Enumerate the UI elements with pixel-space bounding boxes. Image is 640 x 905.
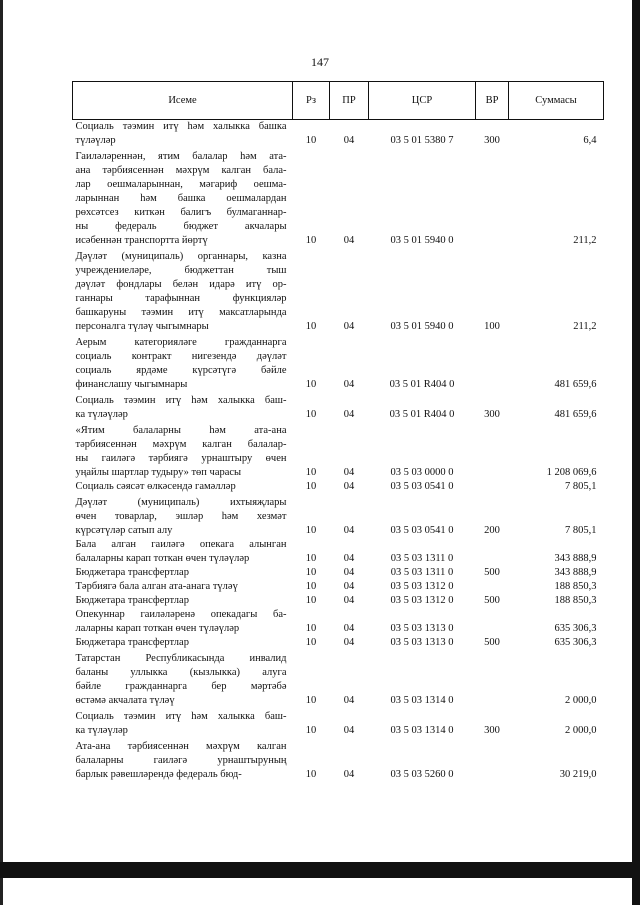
row-name [73, 148, 293, 248]
row-csr: 03 5 03 1311 0 [390, 567, 454, 578]
row-pr: 04 [343, 135, 355, 146]
row-csr: 03 5 03 0541 0 [390, 481, 454, 492]
row-name-line: баланы уллыкка (кызлыкка) алуга [75, 667, 287, 678]
row-name [73, 480, 293, 494]
row-vr: 300 [484, 135, 500, 146]
row-name-line: балаларны гаиләгә урнаштыруның [75, 755, 287, 766]
row-pr: 04 [343, 235, 355, 246]
table-row [73, 148, 604, 248]
scan-edge-left [0, 0, 3, 905]
row-rz: 10 [305, 769, 317, 780]
page-number: 147 [311, 55, 329, 69]
row-name [73, 538, 293, 566]
row-name-line: ана тәрбиясеннән мәхрүм калган бала- [75, 165, 287, 176]
row-rz: 10 [305, 525, 317, 536]
row-name-line: дәүләт фондлары белән идарә итү ор- [75, 279, 287, 290]
row-name-line: лаларны карап тоткан өчен түләүләр [75, 623, 240, 634]
row-csr: 03 5 03 1313 0 [390, 623, 454, 634]
table-body [73, 120, 604, 783]
row-name [73, 566, 293, 580]
row-name-line: тәрбиясеннән мәхрүм калган балалар- [75, 439, 287, 450]
row-name-line: лар оешмаларыннан, мәгариф оешма- [75, 179, 287, 190]
row-csr: 03 5 03 5260 0 [390, 769, 454, 780]
row-sum: 2 000,0 [565, 725, 597, 736]
row-pr: 04 [343, 695, 355, 706]
row-vr: 300 [484, 725, 500, 736]
row-vr [476, 480, 509, 494]
row-name-line: Дәүләт (муниципаль) органнары, казна [75, 251, 287, 262]
row-pr: 04 [343, 581, 355, 592]
row-pr: 04 [343, 623, 355, 634]
row-csr: 03 5 03 1313 0 [390, 637, 454, 648]
row-name [73, 594, 293, 608]
row-name-line: персоналга түләү чыгымнары [75, 321, 209, 332]
row-vr: 300 [484, 409, 500, 420]
row-name-line: ны федераль бюджет акчалары [75, 221, 287, 232]
table-row [73, 566, 604, 580]
row-sum: 188 850,3 [554, 581, 597, 592]
header-csr: ЦСР [369, 82, 476, 120]
header-pr: ПР [330, 82, 369, 120]
scan-edge-right [632, 0, 640, 905]
row-name-line: Дәүләт (муниципаль) ихтыяҗлары [75, 497, 287, 508]
row-vr [476, 422, 509, 480]
row-name [73, 334, 293, 392]
row-name [73, 708, 293, 738]
row-vr [476, 608, 509, 636]
row-vr [476, 148, 509, 248]
row-sum: 211,2 [573, 235, 597, 246]
table-row [73, 650, 604, 708]
row-name [73, 120, 293, 149]
row-vr [476, 334, 509, 392]
row-sum: 211,2 [573, 321, 597, 332]
row-name-line: учреждениеләре, бюджеттан тыш [75, 265, 287, 276]
row-name-line: Бюджетара трансфертлар [75, 595, 189, 606]
row-csr: 03 5 03 1311 0 [390, 553, 454, 564]
row-name-line: «Ятим балаларны һәм ата-ана [75, 425, 287, 436]
row-rz: 10 [305, 481, 317, 492]
row-rz: 10 [305, 135, 317, 146]
row-pr: 04 [343, 379, 355, 390]
row-name-line: ны гаиләгә тәрбиягә урнаштыру өчен [75, 453, 287, 464]
row-rz: 10 [305, 595, 317, 606]
row-csr: 03 5 01 5940 0 [390, 321, 454, 332]
row-rz: 10 [305, 409, 317, 420]
row-csr: 03 5 03 1314 0 [390, 725, 454, 736]
row-csr: 03 5 01 R404 0 [389, 409, 455, 420]
table-row [73, 738, 604, 782]
row-csr: 03 5 03 0000 0 [390, 467, 454, 478]
row-rz: 10 [305, 321, 317, 332]
row-pr: 04 [343, 553, 355, 564]
row-rz: 10 [305, 581, 317, 592]
row-name-line: күрсәтүләр сатып алу [75, 525, 173, 536]
row-pr: 04 [343, 567, 355, 578]
header-name: Исеме [73, 82, 293, 120]
row-pr: 04 [343, 481, 355, 492]
row-rz: 10 [305, 695, 317, 706]
row-name [73, 636, 293, 650]
row-pr: 04 [343, 467, 355, 478]
row-name-line: исәбеннән транспортта йөртү [75, 235, 208, 246]
row-csr: 03 5 01 5380 7 [390, 135, 454, 146]
row-name-line: ка түләүләр [75, 409, 128, 420]
table-row [73, 422, 604, 480]
row-csr: 03 5 01 R404 0 [389, 379, 455, 390]
row-pr: 04 [343, 637, 355, 648]
table-row [73, 580, 604, 594]
scan-edge-bottom [0, 862, 640, 878]
row-sum: 7 805,1 [565, 525, 597, 536]
table-row [73, 494, 604, 538]
row-name-line: барлык рәвешләрендә федераль бюд- [75, 769, 242, 780]
row-vr [476, 538, 509, 566]
row-name-line: Тәрбиягә бала алган ата-анага түләү [75, 581, 238, 592]
row-vr: 100 [484, 321, 500, 332]
row-sum: 481 659,6 [554, 379, 597, 390]
row-name-line: Ата-ана тәрбиясеннән мәхрүм калган [75, 741, 287, 752]
row-sum: 635 306,3 [554, 623, 597, 634]
row-rz: 10 [305, 235, 317, 246]
row-sum: 635 306,3 [554, 637, 597, 648]
row-name [73, 738, 293, 782]
row-vr: 500 [484, 567, 500, 578]
row-pr: 04 [343, 769, 355, 780]
table-row [73, 480, 604, 494]
row-name-line: Гаиләләреннән, ятим балалар һәм ата- [75, 151, 287, 162]
row-vr: 500 [484, 595, 500, 606]
row-rz: 10 [305, 553, 317, 564]
row-sum: 30 219,0 [559, 769, 597, 780]
row-name-line: социаль ярдәме күрсәтүгә бәйле [75, 365, 287, 376]
row-pr: 04 [343, 321, 355, 332]
row-name-line: уңайлы шартлар тудыру» төп чарасы [75, 467, 242, 478]
row-name [73, 650, 293, 708]
table-row [73, 538, 604, 566]
row-name-line: башкаруны тәэмин итү максатларында [75, 307, 287, 318]
row-vr: 200 [484, 525, 500, 536]
row-rz: 10 [305, 623, 317, 634]
row-rz: 10 [305, 567, 317, 578]
row-vr [476, 580, 509, 594]
row-sum: 2 000,0 [565, 695, 597, 706]
row-sum: 6,4 [583, 135, 597, 146]
row-rz: 10 [305, 379, 317, 390]
row-name-line: Социаль тәэмин итү һәм халыкка баш- [75, 711, 287, 722]
table-row [73, 594, 604, 608]
row-csr: 03 5 03 1312 0 [390, 595, 454, 606]
row-name-line: социаль контракт нигезендә дәүләт [75, 351, 287, 362]
row-pr: 04 [343, 409, 355, 420]
row-name-line: өчен товарлар, эшләр һәм хезмәт [75, 511, 287, 522]
row-sum: 1 208 069,6 [546, 467, 597, 478]
row-sum: 188 850,3 [554, 595, 597, 606]
table-row [73, 334, 604, 392]
row-pr: 04 [343, 595, 355, 606]
row-name [73, 248, 293, 334]
table-row [73, 708, 604, 738]
row-name-line: Аерым категорияләге гражданнарга [75, 337, 287, 348]
row-sum: 481 659,6 [554, 409, 597, 420]
row-vr [476, 650, 509, 708]
row-name [73, 494, 293, 538]
table-row [73, 636, 604, 650]
row-rz: 10 [305, 467, 317, 478]
row-name-line: Бала алган гаиләгә опекага алынган [75, 539, 287, 550]
row-name [73, 422, 293, 480]
row-pr: 04 [343, 525, 355, 536]
row-name-line: Социаль сәясәт өлкәсендә гамәлләр [75, 481, 236, 492]
row-name [73, 392, 293, 422]
row-vr [476, 738, 509, 782]
header-vr: ВР [476, 82, 509, 120]
row-name-line: ка түләүләр [75, 725, 128, 736]
row-csr: 03 5 03 0541 0 [390, 525, 454, 536]
row-name-line: Татарстан Республикасында инвалид [75, 653, 287, 664]
row-sum: 343 888,9 [554, 553, 597, 564]
row-name-line: ларыннан һәм башка оешмалардан [75, 193, 287, 204]
row-csr: 03 5 03 1314 0 [390, 695, 454, 706]
row-name-line: балаларны карап тоткан өчен түләүләр [75, 553, 250, 564]
row-name [73, 608, 293, 636]
table-row [73, 248, 604, 334]
row-name-line: Бюджетара трансфертлар [75, 637, 189, 648]
row-csr: 03 5 03 1312 0 [390, 581, 454, 592]
row-name [73, 580, 293, 594]
row-name-line: Социаль тәэмин итү һәм халыкка баш- [75, 395, 287, 406]
row-sum: 343 888,9 [554, 567, 597, 578]
row-csr: 03 5 01 5940 0 [390, 235, 454, 246]
row-name-line: өстәмә акчалата түләү [75, 695, 175, 706]
row-name-line: бәйле гражданнарга бер мәртәбә [75, 681, 287, 692]
table-row [73, 120, 604, 149]
row-pr: 04 [343, 725, 355, 736]
row-name-line: Опекуннар гаиләләренә опекадагы ба- [75, 609, 287, 620]
row-rz: 10 [305, 637, 317, 648]
row-sum: 7 805,1 [565, 481, 597, 492]
row-rz: 10 [305, 725, 317, 736]
table-row [73, 392, 604, 422]
row-name-line: Бюджетара трансфертлар [75, 567, 189, 578]
row-name-line: ганнары тарафыннан функцияләр [75, 293, 287, 304]
row-vr: 500 [484, 637, 500, 648]
row-name-line: Социаль тәэмин итү һәм халыкка башка [75, 121, 287, 132]
budget-table [72, 81, 604, 782]
row-name-line: түләүләр [75, 135, 116, 146]
table-row [73, 608, 604, 636]
header-sum: Суммасы [509, 82, 604, 120]
row-name-line: рөхсәтсез киткән балигъ булмаганнар- [75, 207, 287, 218]
header-rz: Рз [293, 82, 330, 120]
table-header-row [73, 82, 604, 120]
row-name-line: финанслашу чыгымнары [75, 379, 188, 390]
